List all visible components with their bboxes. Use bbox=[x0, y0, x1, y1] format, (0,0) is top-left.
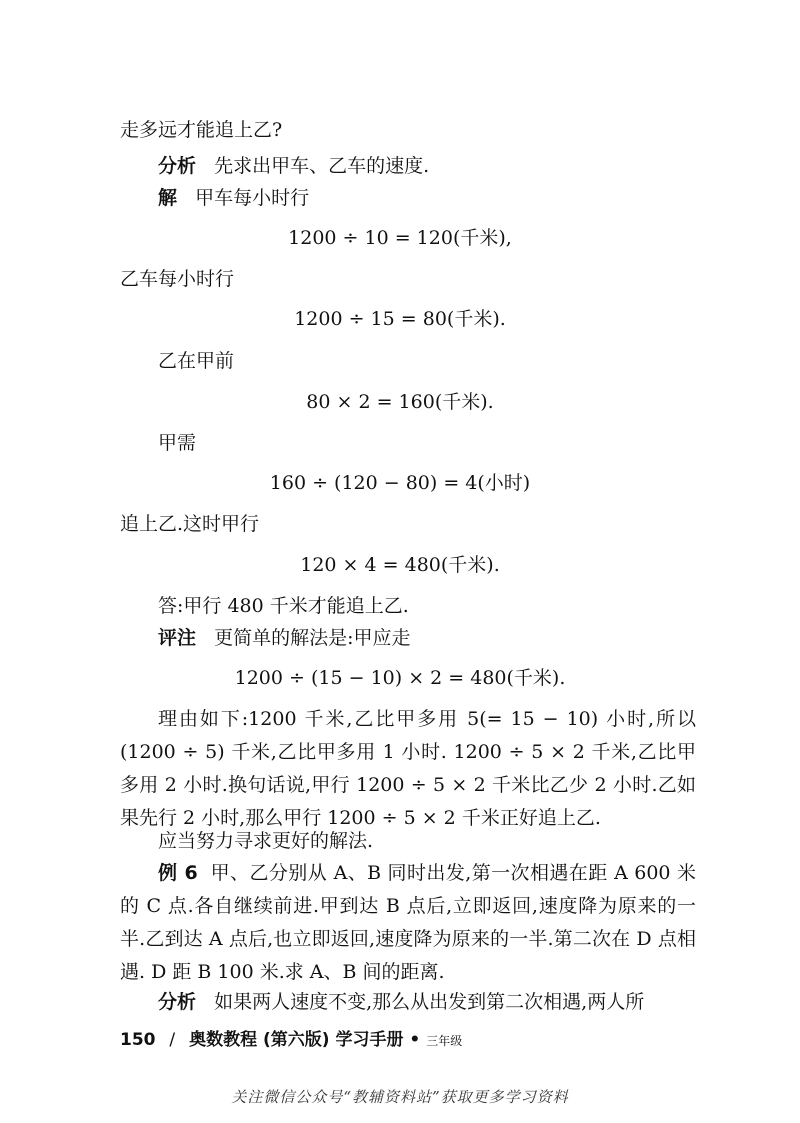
equation-1: 1200 ÷ 10 = 120(千米), bbox=[288, 227, 512, 249]
analysis-text: 先求出甲车、乙车的速度. bbox=[214, 155, 430, 177]
solution-label: 解 bbox=[158, 187, 178, 209]
footer-dot: • bbox=[409, 1030, 421, 1050]
equation-4: 160 ÷ (120 − 80) = 4(小时) bbox=[269, 472, 531, 494]
book-title: 奥数教程 (第六版) 学习手册 bbox=[189, 1030, 404, 1050]
equation-5: 120 × 4 = 480(千米). bbox=[300, 554, 500, 576]
answer-line: 答:甲行 480 千米才能追上乙. bbox=[158, 595, 409, 617]
comment-text: 更简单的解法是:甲应走 bbox=[214, 627, 411, 649]
example-6-paragraph bbox=[120, 857, 696, 989]
page-number: 150 bbox=[120, 1030, 156, 1050]
page-footer bbox=[120, 1025, 462, 1050]
reason-paragraph: 理由如下:1200 千米,乙比甲多用 5(= 15 − 10) 小时,所以 (1200 ÷ 5) 千米,乙比甲多用 1 小时. 1200 ÷ 5 × 2 千米,乙比甲多用 2 小时.换句话说,甲行 1200 ÷ 5 × 2 千米比乙少 2 小时.乙如果先行 2 小时,那么甲行 1200 ÷ 5 × 2 千米正好追上乙. bbox=[120, 708, 696, 829]
solution-text: 甲车每小时行 bbox=[195, 187, 310, 209]
footer-separator: / bbox=[169, 1030, 176, 1050]
analysis-label: 分析 bbox=[158, 991, 197, 1013]
text-line: 追上乙.这时甲行 bbox=[120, 513, 260, 535]
text-line: 甲需 bbox=[158, 432, 197, 454]
analysis-text: 如果两人速度不变,那么从出发到第二次相遇,两人所 bbox=[214, 991, 645, 1013]
analysis-paragraph bbox=[158, 154, 429, 178]
equation-3: 80 × 2 = 160(千米). bbox=[306, 391, 494, 413]
comment-label: 评注 bbox=[158, 627, 197, 649]
example-label: 例 6 bbox=[158, 862, 198, 884]
example-text: 甲、乙分别从 A、B 同时出发,第一次相遇在距 A 600 米的 C 点.各自继续前进.甲到达 B 点后,立即返回,速度降为原来的一半.乙到达 A 点后,也立即返回,速度降为原来的一半.第二次在 D 点相遇. D 距 B 100 米.求 A、B 间的距离. bbox=[120, 862, 696, 983]
strive-line: 应当努力寻求更好的解法. bbox=[158, 830, 374, 852]
analysis-label: 分析 bbox=[158, 155, 197, 177]
watermark-text: 关注微信公众号“教辅资料站”获取更多学习资料 bbox=[231, 1088, 569, 1106]
analysis-paragraph bbox=[158, 990, 644, 1014]
equation-2: 1200 ÷ 15 = 80(千米). bbox=[294, 308, 506, 330]
grade-label: 三年级 bbox=[426, 1034, 463, 1048]
comment-paragraph bbox=[158, 626, 411, 650]
text-line: 乙车每小时行 bbox=[120, 268, 235, 290]
text-line: 走多远才能追上乙? bbox=[120, 119, 283, 141]
equation-6: 1200 ÷ (15 − 10) × 2 = 480(千米). bbox=[234, 667, 566, 689]
solution-paragraph bbox=[158, 186, 309, 210]
text-line: 乙在甲前 bbox=[158, 350, 235, 372]
